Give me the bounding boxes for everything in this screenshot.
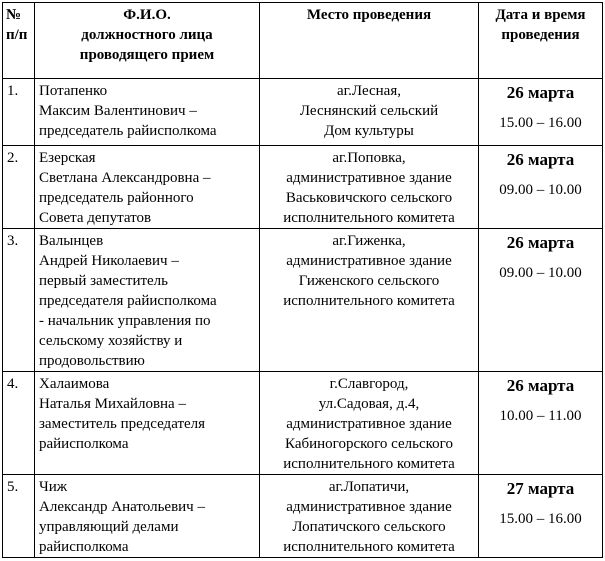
date-day: 27 марта bbox=[506, 479, 575, 498]
place-cell bbox=[260, 372, 479, 475]
date-cell bbox=[479, 372, 603, 475]
place-line: Леснянский сельский bbox=[299, 103, 439, 119]
header-fio-line: должностного лица bbox=[81, 27, 213, 43]
place-cell bbox=[260, 146, 479, 229]
row-number: 4. bbox=[3, 372, 35, 475]
official-line: Светлана Александровна – bbox=[39, 170, 211, 186]
date-cell bbox=[479, 146, 603, 229]
place-line: ул.Садовая, д.4, bbox=[318, 396, 420, 412]
date-time: 15.00 – 16.00 bbox=[499, 115, 582, 131]
date-day: 26 марта bbox=[506, 233, 575, 252]
place-line: Васьковичского сельского bbox=[285, 190, 453, 206]
date-cell bbox=[479, 79, 603, 146]
table-row bbox=[3, 79, 603, 146]
place-line: административное здание bbox=[286, 170, 452, 186]
official-line: председатель районного bbox=[39, 190, 194, 206]
row-number: 3. bbox=[3, 229, 35, 372]
date-day: 26 марта bbox=[506, 83, 575, 102]
place-line: аг.Гиженка, bbox=[332, 233, 406, 249]
header-row bbox=[3, 3, 603, 79]
official-line: Максим Валентинович – bbox=[39, 103, 197, 119]
official-line: райисполкома bbox=[39, 539, 129, 555]
date-cell bbox=[479, 229, 603, 372]
official-cell bbox=[35, 229, 260, 372]
place-line: аг.Поповка, bbox=[332, 150, 406, 166]
place-cell bbox=[260, 475, 479, 558]
table-row bbox=[3, 372, 603, 475]
place-line: административное здание bbox=[286, 253, 452, 269]
table-row bbox=[3, 146, 603, 229]
official-cell bbox=[35, 475, 260, 558]
date-day: 26 марта bbox=[506, 150, 575, 169]
place-line: исполнительного комитета bbox=[283, 456, 455, 472]
date-time: 09.00 – 10.00 bbox=[499, 265, 582, 281]
official-line: - начальник управления по bbox=[39, 313, 211, 329]
official-line: председатель райисполкома bbox=[39, 123, 217, 139]
place-line: административное здание bbox=[286, 416, 452, 432]
place-line: аг.Лопатичи, bbox=[328, 479, 410, 495]
place-cell bbox=[260, 229, 479, 372]
place-line: административное здание bbox=[286, 499, 452, 515]
reception-schedule-table bbox=[2, 2, 603, 558]
place-line: г.Славгород, bbox=[329, 376, 409, 392]
official-line: Чиж bbox=[39, 479, 68, 495]
place-cell bbox=[260, 79, 479, 146]
place-line: исполнительного комитета bbox=[283, 539, 455, 555]
row-number: 1. bbox=[3, 79, 35, 146]
date-day: 26 марта bbox=[506, 376, 575, 395]
header-num-line: № bbox=[6, 7, 22, 23]
date-time: 10.00 – 11.00 bbox=[499, 408, 582, 424]
header-fio bbox=[35, 3, 260, 79]
official-line: управляющий делами bbox=[39, 519, 179, 535]
place-line: исполнительного комитета bbox=[283, 210, 455, 226]
official-line: Александр Анатольевич – bbox=[39, 499, 205, 515]
official-line: Наталья Михайловна – bbox=[39, 396, 186, 412]
header-place bbox=[260, 3, 479, 79]
header-date-line: проведения bbox=[501, 27, 580, 43]
official-line: Потапенко bbox=[39, 83, 108, 99]
official-line: Совета депутатов bbox=[39, 210, 152, 226]
official-line: сельскому хозяйству и bbox=[39, 333, 183, 349]
header-date bbox=[479, 3, 603, 79]
date-time: 09.00 – 10.00 bbox=[499, 182, 582, 198]
place-line: Кабиногорского сельского bbox=[285, 436, 453, 452]
row-number: 5. bbox=[3, 475, 35, 558]
official-line: продовольствию bbox=[39, 353, 145, 369]
official-cell bbox=[35, 372, 260, 475]
header-date-line: Дата и время bbox=[495, 7, 586, 23]
header-num-line: п/п bbox=[6, 27, 28, 43]
official-line: председателя райисполкома bbox=[39, 293, 217, 309]
official-line: райисполкома bbox=[39, 436, 129, 452]
official-line: Езерская bbox=[39, 150, 96, 166]
official-cell bbox=[35, 146, 260, 229]
header-fio-line: проводящего прием bbox=[79, 47, 215, 63]
date-time: 15.00 – 16.00 bbox=[499, 511, 582, 527]
row-number: 2. bbox=[3, 146, 35, 229]
header-place-line: Место проведения bbox=[306, 7, 432, 23]
table-row bbox=[3, 475, 603, 558]
official-line: Халаимова bbox=[39, 376, 110, 392]
date-cell bbox=[479, 475, 603, 558]
place-line: Дом культуры bbox=[324, 123, 414, 139]
official-line: первый заместитель bbox=[39, 273, 169, 289]
place-line: исполнительного комитета bbox=[283, 293, 455, 309]
place-line: Гиженского сельского bbox=[298, 273, 440, 289]
header-num bbox=[3, 3, 35, 79]
place-line: Лопатичского сельского bbox=[292, 519, 446, 535]
place-line: аг.Лесная, bbox=[337, 83, 401, 99]
table-row bbox=[3, 229, 603, 372]
official-line: Андрей Николаевич – bbox=[39, 253, 179, 269]
official-line: заместитель председателя bbox=[39, 416, 206, 432]
official-cell bbox=[35, 79, 260, 146]
header-fio-line: Ф.И.О. bbox=[123, 7, 171, 23]
official-line: Валынцев bbox=[39, 233, 104, 249]
